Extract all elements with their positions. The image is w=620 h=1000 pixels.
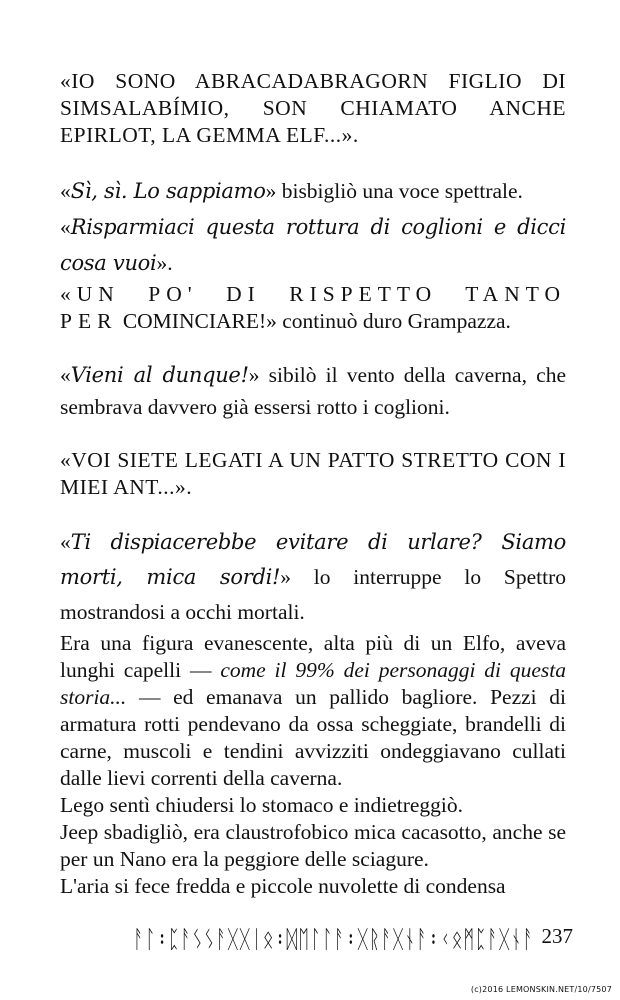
spectral-voice-text: Sì, sì. Lo sappiamo	[70, 179, 266, 203]
paragraph-9: Lego sentì chiudersi lo stomaco e indietreggiò.	[60, 793, 464, 817]
italic-aside: come il 99% dei personaggi di questa storia...	[60, 658, 567, 709]
copyright-watermark: (c)2016 LEMONSKIN.NET/10/7507	[470, 985, 612, 994]
page-footer	[133, 922, 573, 955]
page-body	[60, 68, 566, 900]
paragraph-3: «Risparmiaci questa rottura di coglioni e dicci cosa vuoi».	[60, 215, 566, 275]
spectral-voice-text: Vieni al dunque!	[70, 363, 249, 387]
paragraph-8: Era una figura evanescente, alta più di un Elfo, aveva lunghi capelli — come il 99% dei personaggi di questa storia... — ed emanava un pallido bagliore. Pezzi di armatura rotti pendevano da ossa scheggiate, brandelli di carne, muscoli e tendini avvizziti ondeggiavano cullati dalle lievi correnti della caverna.	[60, 631, 567, 790]
spectral-voice-text: Ti dispiacerebbe evitare di urlare? Siamo morti, mica sordi!	[60, 530, 566, 589]
page-number: 237	[541, 924, 573, 948]
paragraph-4: «UN PO' DI RISPETTO TANTO PER COMINCIARE!» continuò duro Grampazza.	[60, 282, 566, 333]
paragraph-7: «Ti dispiacerebbe evitare di urlare? Siamo morti, mica sordi!» lo interruppe lo Spettro mostrandosi a occhi mortali.	[60, 530, 567, 624]
spectral-voice-text: Risparmiaci questa rottura di coglioni e dicci cosa vuoi	[60, 215, 566, 275]
runic-title: ᚨᛚ᛬ᛈᚨᛊᛊᚨᚷᚷᛁᛟ᛬ᛞᛖᛚᛚᚨ᛬ᚷᚱᚨᚷᚾᚨ᛬ᚲᛟᛗᛈᚨᚷᚾᚨ	[133, 926, 535, 955]
paragraph-6: «VOI SIETE LEGATI A UN PATTO STRETTO CON I MIEI ANT...».	[60, 448, 566, 499]
paragraph-11: L'aria si fece fredda e piccole nuvolette di condensa	[60, 874, 506, 898]
paragraph-5: «Vieni al dunque!» sibilò il vento della caverna, che sembrava davvero già essersi rotto i coglioni.	[60, 363, 566, 419]
paragraph-2: «Sì, sì. Lo sappiamo» bisbigliò una voce spettrale.	[60, 179, 523, 203]
paragraph-1: «IO SONO ABRACADABRAGORN FIGLIO DI SIMSALABÍMIO, SON CHIAMATO ANCHE EPIRLOT, LA GEMMA ELF...».	[60, 69, 566, 147]
paragraph-10: Jeep sbadigliò, era claustrofobico mica cacasotto, anche se per un Nano era la peggiore delle sciagure.	[60, 820, 566, 871]
